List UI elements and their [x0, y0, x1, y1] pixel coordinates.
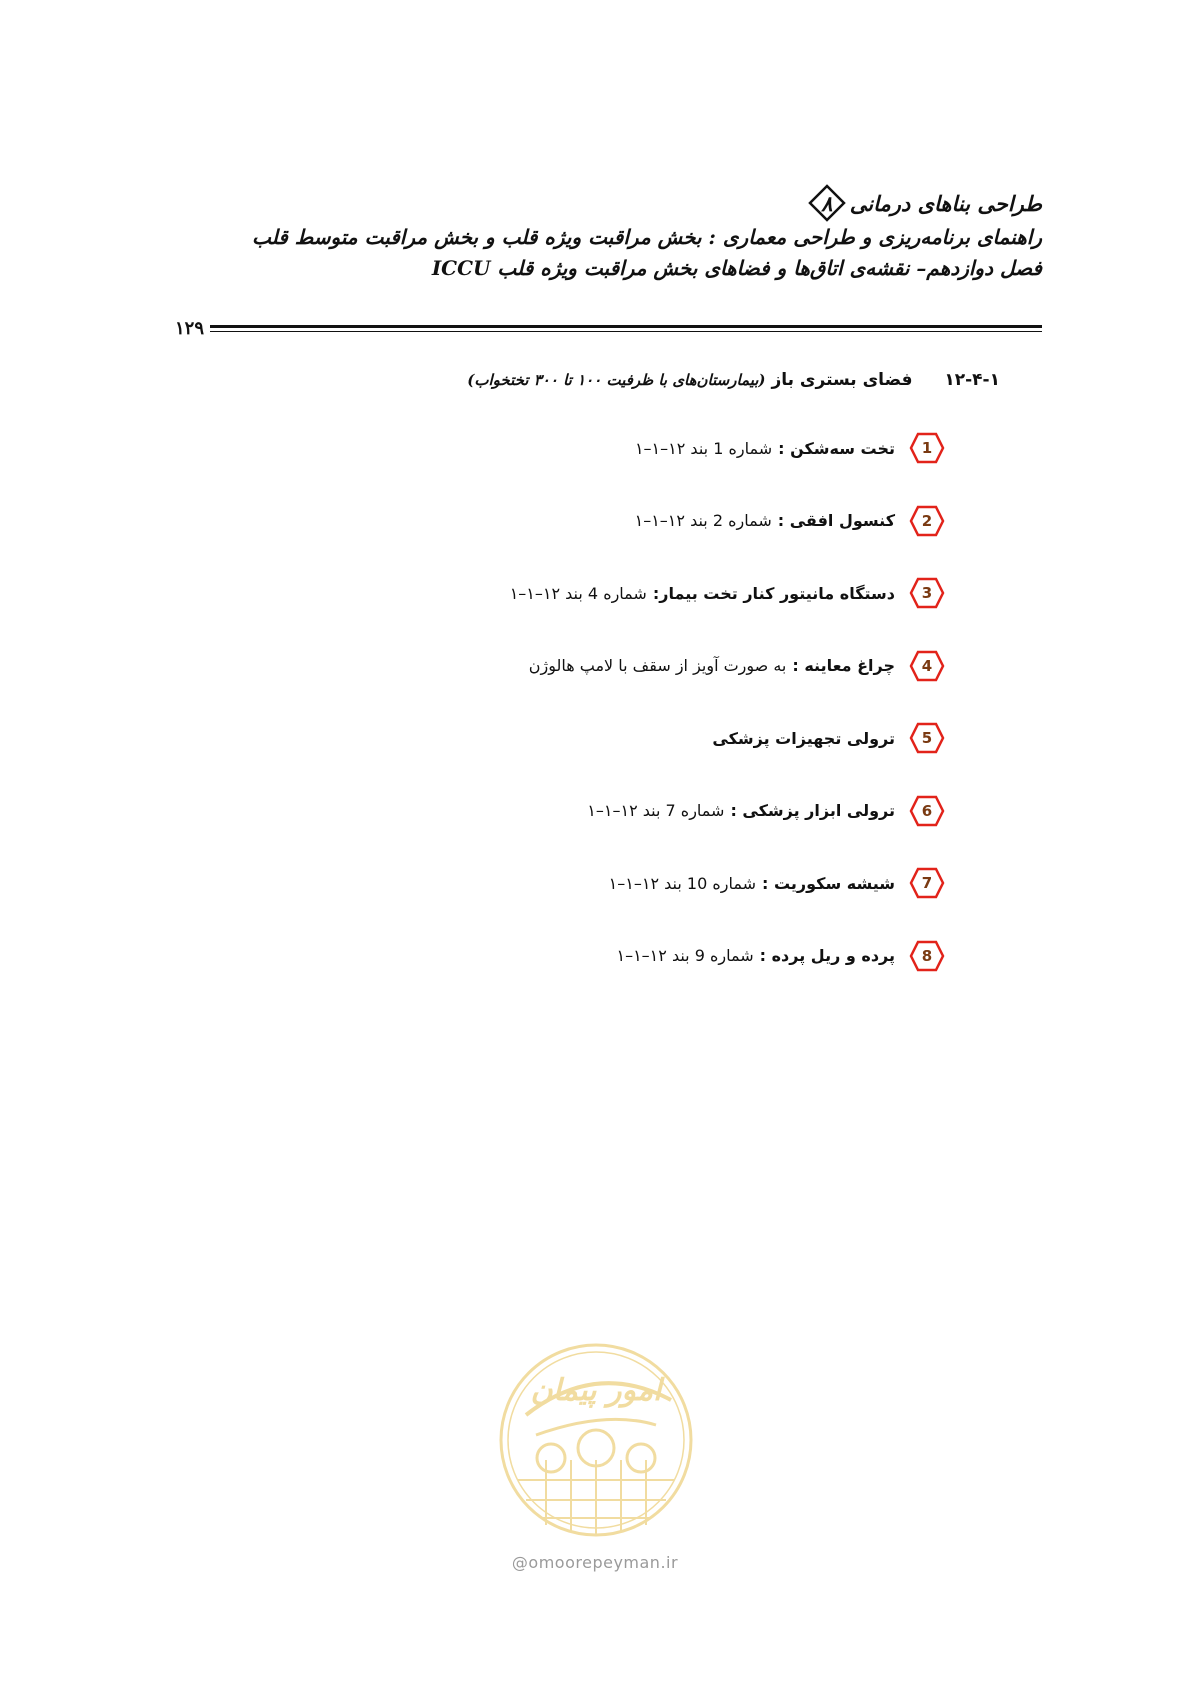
item-text: شماره 10 بند ۱۲–۱–۱ — [608, 873, 756, 893]
header-rule — [175, 318, 1042, 339]
number-badge — [909, 722, 945, 754]
list-item — [510, 648, 945, 684]
watermark-logo-text: امور پیمان — [530, 1373, 662, 1408]
number-badge — [909, 505, 945, 537]
number-badge — [909, 795, 945, 827]
number-badge — [909, 432, 945, 464]
item-text: شماره 1 بند ۱۲–۱–۱ — [634, 438, 773, 458]
double-rule — [210, 325, 1042, 332]
watermark-url: @omoorepeyman.ir — [511, 1553, 679, 1572]
list-item — [510, 720, 945, 756]
page-number: ۱۲۹ — [175, 318, 205, 339]
item-text: شماره 2 بند ۱۲–۱–۱ — [634, 511, 772, 530]
item-text: شماره 7 بند ۱۲–۱–۱ — [587, 801, 725, 820]
list-item — [510, 430, 945, 466]
item-text: به صورت آویز از سقف با لامپ هالوژن — [528, 656, 787, 675]
item-label: کنسول افقی : — [777, 511, 895, 530]
badge-number: 3 — [921, 584, 933, 602]
section-heading — [467, 370, 1000, 390]
item-label: شیشه سکوریت : — [761, 873, 895, 893]
page-header — [192, 184, 1042, 284]
item-label: ترولی ابزار پزشکی : — [730, 801, 895, 820]
list-item — [510, 938, 945, 974]
chapter-title: فصل دوازدهم– نقشه‌ی اتاق‌ها و فضاهای بخش مراقبت ویژه قلب ICCU — [431, 256, 1042, 280]
item-text: شماره 9 بند ۱۲–۱–۱ — [616, 946, 754, 965]
header-subtitle: راهنمای برنامه‌ریزی و طراحی معماری : بخش مراقبت ویژه قلب و بخش مراقبت متوسط قلب — [252, 225, 1042, 249]
badge-number: 8 — [921, 946, 933, 965]
equipment-list — [510, 430, 945, 1010]
item-label: تخت سه‌شکن : — [778, 438, 895, 458]
badge-number: 1 — [921, 439, 933, 457]
series-title: طراحی بناهای درمانی — [849, 190, 1042, 216]
item-label: چراغ معاینه : — [792, 656, 895, 675]
list-item — [510, 793, 945, 829]
list-item — [510, 865, 945, 901]
number-badge — [909, 577, 945, 609]
number-badge — [909, 940, 945, 972]
section-subtitle: (بیمارستان‌های با ظرفیت ۱۰۰ تا ۳۰۰ تختخواب) — [467, 371, 766, 389]
list-item — [510, 503, 945, 539]
item-text: شماره 4 بند ۱۲–۱–۱ — [509, 583, 647, 603]
badge-number: 2 — [921, 511, 933, 530]
item-label: دستگاه مانیتور کنار تخت بیمار: — [652, 583, 895, 603]
item-label: پرده و ریل پرده : — [759, 946, 895, 965]
badge-number: 6 — [921, 801, 933, 820]
series-number-badge — [808, 184, 846, 222]
series-title-line — [192, 184, 1042, 222]
section-title: فضای بستری باز — [771, 370, 913, 390]
watermark-logo — [496, 1340, 696, 1540]
number-badge — [909, 650, 945, 682]
item-label: ترولی تجهیزات پزشکی — [712, 728, 895, 748]
badge-number: 4 — [921, 656, 933, 675]
list-item — [510, 575, 945, 611]
series-number: ۸ — [821, 190, 833, 216]
section-number: ۱۲-۴-۱ — [944, 370, 1000, 390]
badge-number: 7 — [921, 874, 933, 892]
badge-number: 5 — [921, 729, 933, 747]
number-badge — [909, 867, 945, 899]
